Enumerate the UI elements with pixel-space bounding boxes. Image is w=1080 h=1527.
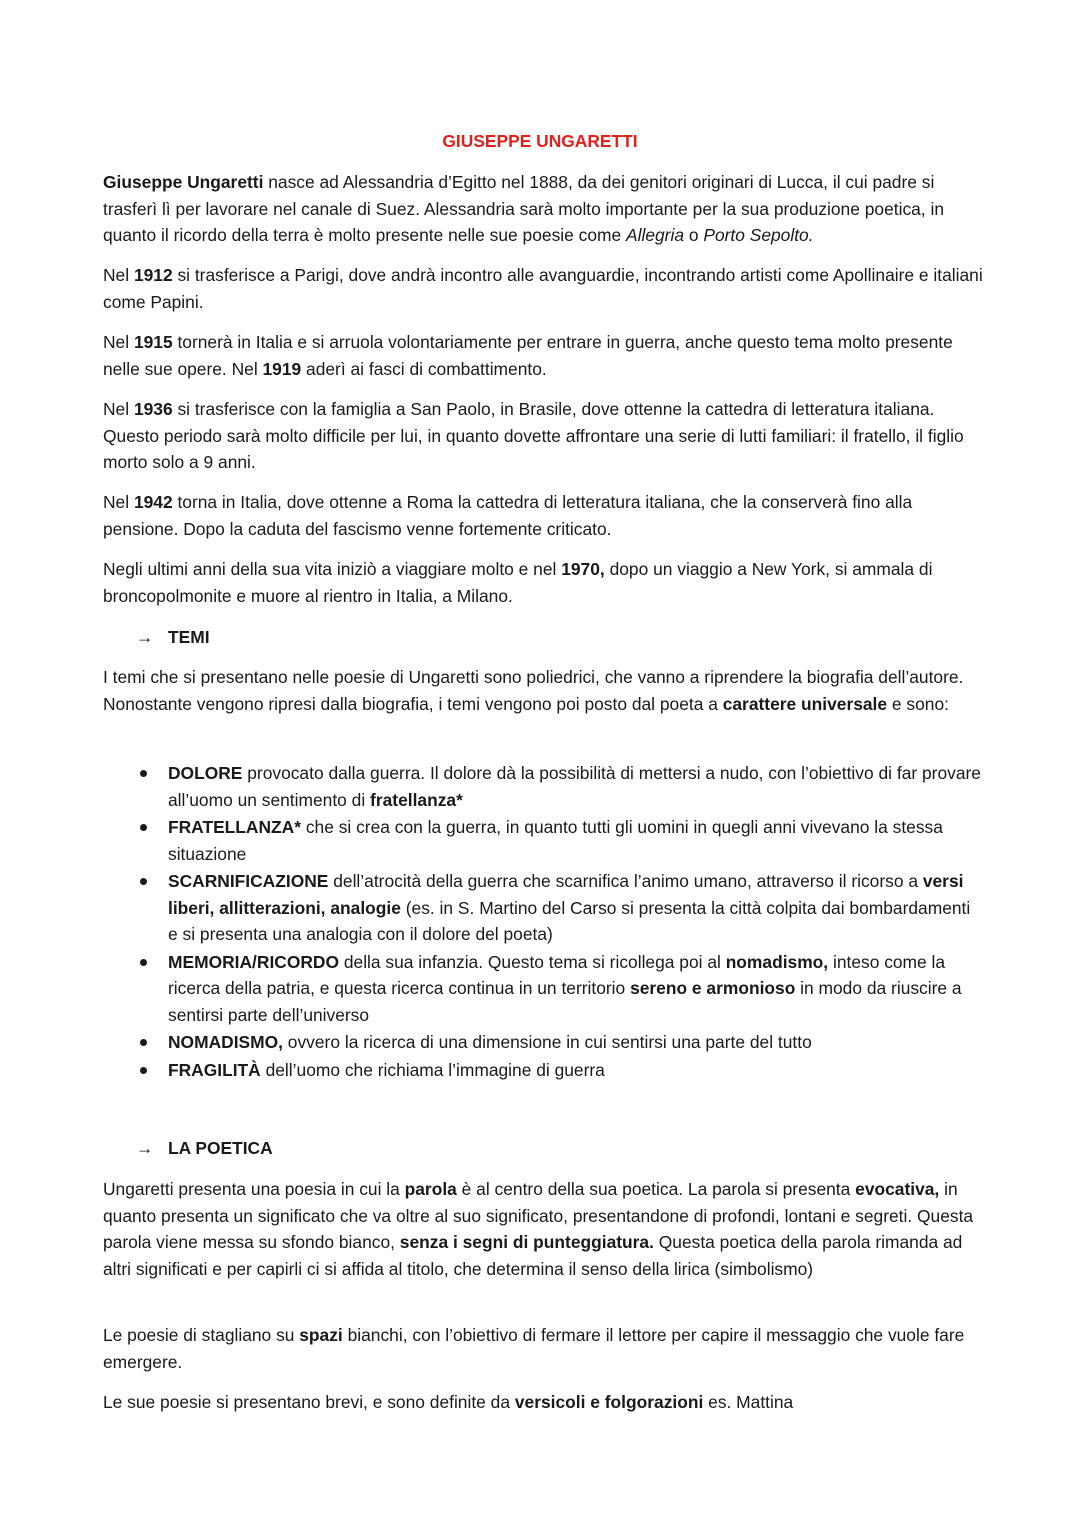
bold-term: fratellanza* — [370, 789, 463, 810]
text: si trasferisce con la famiglia a San Paolo, in Brasile, dove ottenne la cattedra di letteratura italiana. Questo periodo sarà molto difficile per lui, in quanto dovette affrontare una serie di lutti familiari: il fratello, il figlio morto solo a 9 anni. — [103, 399, 964, 472]
bold-term: FRAGILITÀ — [168, 1059, 261, 1080]
themes-list — [103, 760, 983, 1084]
bold-term: versi liberi, allitterazioni, analogie — [168, 871, 964, 918]
text: in quanto presenta un significato che va oltre al suo significato, presentandone di profondi, lontani e segreti. Questa parola viene messa su sfondo bianco, — [103, 1179, 974, 1252]
bold-year: 1936 — [133, 399, 173, 419]
text: I temi che si presentano nelle poesie di Ungaretti sono poliedrici, che vanno a riprendere la biografia dell’autore. Nonostante vengono ripresi dalla biografia, i temi vengono poi posto dal poeta a — [103, 667, 964, 714]
bold-term: versicoli e folgorazioni — [514, 1392, 704, 1412]
bold-year: 1919 — [262, 358, 302, 379]
text: in modo da riuscire a sentirsi parte dell’universo — [168, 978, 962, 1025]
text: inteso come la ricerca della patria, e questa ricerca continua in un territorio — [168, 951, 946, 998]
bold-term: DOLORE — [168, 763, 243, 783]
text: Le sue poesie si presentano brevi, e sono definite da — [103, 1392, 515, 1412]
section-heading-label: LA POETICA — [168, 1138, 273, 1158]
text: dell’uomo che richiama l’immagine di guerra — [260, 1059, 605, 1080]
bullet-icon — [140, 824, 147, 831]
paragraph-1915 — [103, 329, 983, 382]
paragraph-spazi — [103, 1322, 983, 1375]
paragraph-1912 — [103, 262, 983, 315]
text: tornerà in Italia e si arruola volontariamente per entrare in guerra, anche questo tema molto presente nelle sue opere. Nel — [103, 332, 953, 379]
section-heading-temi — [136, 624, 210, 650]
list-item — [103, 868, 983, 948]
bold-term: parola — [404, 1179, 457, 1199]
bold-term: spazi — [299, 1325, 343, 1345]
text: che si crea con la guerra, in quanto tutti gli uomini in quegli anni vivevano la stessa situazione — [168, 817, 943, 864]
bold-term: carattere universale — [722, 693, 888, 714]
paragraph-1942 — [103, 489, 983, 542]
list-item — [103, 760, 983, 813]
paragraph-intro — [103, 169, 983, 249]
bullet-icon — [140, 959, 147, 966]
text: Ungaretti presenta una poesia in cui la — [103, 1179, 405, 1199]
arrow-right-icon: → — [136, 1138, 154, 1158]
italic-title-allegria: Allegria — [626, 225, 684, 245]
bold-term: nomadismo, — [725, 951, 829, 972]
list-item — [103, 1057, 983, 1084]
paragraph-versicoli — [103, 1389, 983, 1416]
bold-term: SCARNIFICAZIONE — [168, 871, 329, 891]
italic-title-porto-sepolto: Porto Sepolto. — [703, 225, 814, 245]
paragraph-1936 — [103, 396, 983, 476]
text: bianchi, con l’obiettivo di fermare il lettore per capire il messaggio che vuole fare emergere. — [103, 1325, 965, 1372]
bold-term: sereno e armonioso — [630, 978, 796, 998]
text: aderì ai fasci di combattimento. — [301, 358, 547, 379]
text: Le poesie di stagliano su — [103, 1325, 300, 1345]
text: Nel — [103, 399, 134, 419]
text: Nel — [103, 265, 134, 285]
text: Nel — [103, 332, 134, 352]
text: è al centro della sua poetica. La parola si presenta — [456, 1179, 856, 1199]
bullet-icon — [140, 770, 147, 777]
text: Questa poetica della parola rimanda ad altri significati e per capirli ci si affida al titolo, che determina il senso della lirica (simbolismo) — [103, 1232, 963, 1279]
text: e sono: — [887, 693, 949, 714]
section-heading-label: TEMI — [168, 627, 210, 647]
bullet-icon — [140, 878, 147, 885]
bold-term: senza i segni di punteggiatura. — [399, 1232, 654, 1252]
bold-term: NOMADISMO, — [168, 1032, 283, 1052]
text: dell’atrocità della guerra che scarnifica l’animo umano, attraverso il ricorso a — [328, 871, 923, 891]
paragraph-1970 — [103, 556, 983, 609]
text: Nel — [103, 492, 134, 512]
bold-term: evocativa, — [855, 1179, 940, 1199]
bold-name: Giuseppe Ungaretti — [103, 172, 264, 192]
text: provocato dalla guerra. Il dolore dà la possibilità di mettersi a nudo, con l’obiettivo di far provare all’uomo un sentimento di — [168, 763, 981, 810]
text: della sua infanzia. Questo tema si ricollega poi al — [339, 951, 726, 972]
text: torna in Italia, dove ottenne a Roma la cattedra di letteratura italiana, che la conserverà fino alla pensione. Dopo la caduta del fascismo venne fortemente criticato. — [103, 492, 913, 539]
bold-term: FRATELLANZA* — [168, 817, 301, 837]
text: nasce ad Alessandria d’Egitto nel 1888, da dei genitori originari di Lucca, il cui padre si trasferì lì per lavorare nel canale di Suez. Alessandria sarà molto importante per la sua produzione poetica, in quanto il ricordo della terra è molto presente nelle sue poesie come — [103, 172, 945, 245]
list-item — [103, 949, 983, 1029]
text: o — [684, 225, 704, 245]
text: (es. in S. Martino del Carso si presenta la città colpita dai bombardamenti e si presenta una analogia con il dolore del poeta) — [168, 897, 971, 944]
bold-year: 1970, — [561, 559, 605, 579]
bold-year: 1912 — [133, 265, 173, 285]
bold-year: 1942 — [133, 492, 173, 512]
bullet-icon — [140, 1067, 147, 1074]
bullet-icon — [140, 1039, 147, 1046]
paragraph-temi — [103, 664, 983, 717]
text: si trasferisce a Parigi, dove andrà incontro alle avanguardie, incontrando artisti come Apollinaire e italiani come Papini. — [103, 265, 983, 312]
paragraph-poetica — [103, 1176, 983, 1282]
list-item — [103, 1029, 983, 1056]
bold-term: MEMORIA/RICORDO — [168, 951, 340, 972]
section-heading-poetica — [136, 1135, 273, 1161]
text: dopo un viaggio a New York, si ammala di broncopolmonite e muore al rientro in Italia, a Milano. — [103, 559, 933, 606]
text: Negli ultimi anni della sua vita iniziò a viaggiare molto e nel — [103, 559, 562, 579]
page-title: GIUSEPPE UNGARETTI — [442, 131, 638, 151]
arrow-right-icon: → — [136, 627, 154, 647]
text: ovvero la ricerca di una dimensione in cui sentirsi una parte del tutto — [282, 1032, 812, 1052]
text: es. Mattina — [703, 1392, 794, 1412]
bold-year: 1915 — [133, 332, 173, 352]
list-item — [103, 814, 983, 867]
